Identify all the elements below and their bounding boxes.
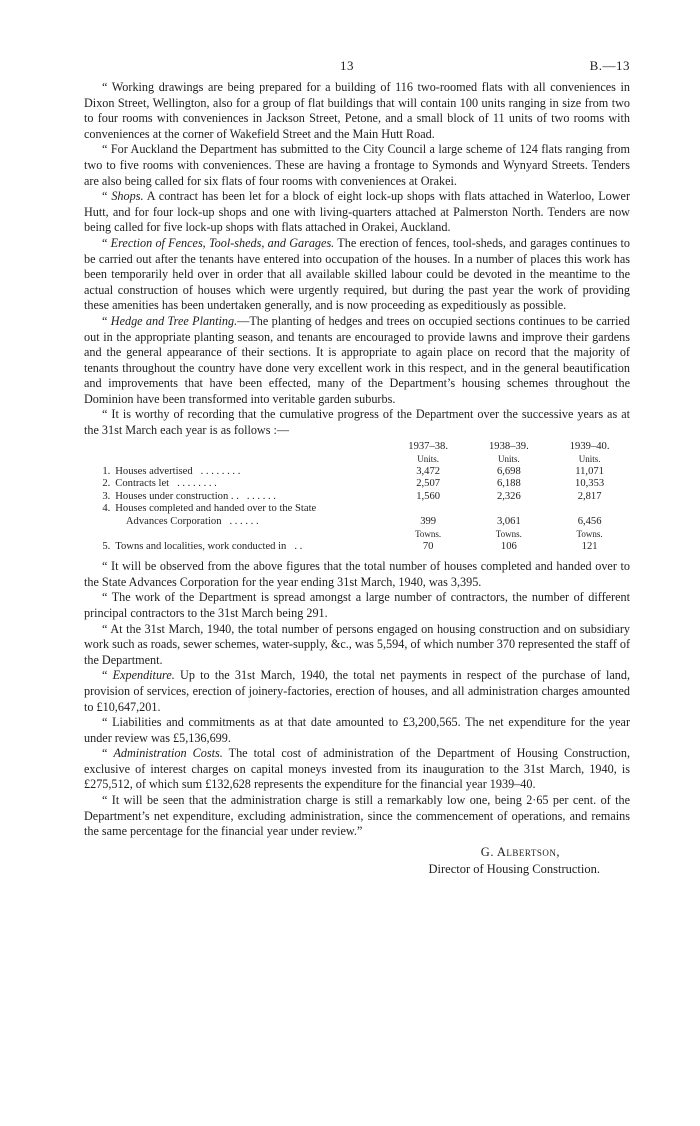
unit-header: Units. [497, 454, 520, 465]
row-label: Houses advertised . . . . . . . . [115, 465, 241, 477]
towns-header: Towns. [415, 529, 442, 540]
row-number: 3. [102, 490, 111, 502]
text-hedges: —The planting of hedges and trees on occupied sections continues to be carried out in the appropriate planting season, and tenants are encouraged to provide lawns and improve their gardens and the general appearance of their sections. It is appropriate to again place on record that the majority of tenants throughout the country have done very excellent work in this respect, and in the general beautification and improvements that have been effected, many of the Department’s housing schemes throughout the Dominion have been transformed into veritable garden suburbs. [84, 313, 630, 406]
table-row [84, 541, 630, 554]
year-header: 1938–39. [489, 440, 529, 452]
table-cell: 11,071 [575, 465, 604, 477]
row-number: 4. [102, 503, 111, 515]
progress-table [84, 441, 630, 554]
row-label: Houses under construction . . . . . . . . [115, 490, 276, 502]
towns-header: Towns. [576, 529, 603, 540]
row-label: Towns and localities, work conducted in . . [115, 540, 303, 552]
table-cell: 6,698 [496, 465, 521, 477]
table-cell: 2,817 [577, 490, 602, 502]
paragraph-cumulative-progress: “ It is worthy of recording that the cumulative progress of the Department over the successive years as at the 31st March each year is as follows :— [84, 407, 630, 438]
paragraph-administration-charge: “ It will be seen that the administration charge is still a remarkably low one, being 2·65 per cent. of the Department’s net expenditure, excluding administration, since the commencement of operations, and remains the same percentage for the financial year under review.” [84, 793, 630, 839]
row-number: 5. [102, 540, 111, 552]
table-cell: 2,326 [496, 490, 521, 502]
row-label-continued: Advances Corporation . . . . . . [125, 515, 259, 527]
table-header-years [84, 441, 630, 454]
signature-block [84, 840, 630, 880]
heading-fences: Erection of Fences, Tool-sheds, and Garages. [110, 235, 335, 250]
page-header [84, 58, 630, 80]
table-row [84, 516, 630, 529]
paragraph-auckland-flats: “ For Auckland the Department has submitted to the City Council a large scheme of 124 flats ranging from two to five rooms with conveniences. These are having a frontage to Symonds and Wynyard Streets. Tenders are also being called for six flats of four rooms with conveniences at Orakei. [84, 142, 630, 188]
row-number: 1. [102, 465, 111, 477]
text-expenditure: Up to the 31st March, 1940, the total net payments in respect of the purchase of land, provision of services, erection of joinery-factories, erection of houses, and all administration charges amounted to £10,647,201. [84, 668, 630, 714]
table-header-units [84, 453, 630, 466]
table-row [84, 503, 630, 516]
table-cell: 6,188 [496, 478, 521, 490]
table-cell: 1,560 [416, 490, 441, 502]
table-row [84, 491, 630, 504]
table-cell: 70 [422, 540, 434, 552]
table-cell: 106 [500, 540, 517, 552]
signatory-title: Director of Housing Construction. [428, 861, 600, 876]
paragraph-contractors: “ The work of the Department is spread amongst a large number of contractors, the number of different principal contractors to the 31st March being 291. [84, 590, 630, 620]
paragraph-fences: “ Erection of Fences, Tool-sheds, and Garages. The erection of fences, tool-sheds, and garages continues to be carried out after the tenants have entered into occupation of the houses. In a number of places this work has been temporarily held over in order that all available skilled labour could be devoted in the meantime to the actual construction of houses which were urgently required, but during the past year the work of providing these amenities has been undertaken generally, and is now proceeding as expeditiously as possible. [84, 235, 630, 313]
text-shops: A contract has been let for a block of eight lock-up shops with flats attached in Waterloo, Lower Hutt, and for four lock-up shops and one with living-quarters attached at Palmerston North. Tenders are now being called for five lock-up shops with flats attached in Orakei, Auckland. [84, 189, 631, 235]
document-page [84, 58, 630, 880]
heading-expenditure: Expenditure. [112, 668, 175, 683]
table-row [84, 466, 630, 479]
table-cell: 2,507 [416, 478, 441, 490]
table-row [84, 478, 630, 491]
table-header-towns [84, 528, 630, 541]
text-administration-costs: The total cost of administration of the Department of Housing Construction, exclusive of interest charges on capital moneys invested from its inauguration to the 31st March, 1940, is £275,512, of which sum £132,628 represents the expenditure for the financial year 1939–40. [84, 746, 630, 792]
paragraph-working-drawings: “ Working drawings are being prepared for a building of 116 two-roomed flats with all conveniences in Dixon Street, Wellington, also for a group of flat buildings that will contain 100 units ranging in size from two to four rooms with conveniences in Jackson Street, Petone, and a small block of 11 units of two rooms with conveniences at the corner of Wakefield Street and the Main Hutt Road. [84, 80, 630, 141]
page-number: 13 [340, 58, 354, 73]
heading-administration-costs: Administration Costs. [113, 746, 223, 761]
table-cell: 399 [420, 515, 437, 527]
year-header: 1937–38. [408, 440, 448, 452]
paragraph-administration-costs: “ Administration Costs. The total cost of administration of the Department of Housing Construction, exclusive of interest charges on capital moneys invested from its inauguration to the 31st March, 1940, is £275,512, of which sum £132,628 represents the expenditure for the financial year 1939–40. [84, 746, 630, 792]
row-number: 2. [102, 478, 111, 490]
table-cell: 121 [581, 540, 598, 552]
table-cell: 3,472 [416, 465, 441, 477]
paragraph-shops: “ Shops. A contract has been let for a block of eight lock-up shops with flats attached in Waterloo, Lower Hutt, and for four lock-up shops and one with living-quarters attached at Palmerston North. Tenders are now being called for five lock-up shops with flats attached in Orakei, Auckland. [84, 189, 631, 235]
row-label: Contracts let . . . . . . . . [115, 478, 217, 490]
table-cell: 6,456 [577, 515, 602, 527]
unit-header: Units. [417, 454, 440, 465]
heading-hedges: Hedge and Tree Planting. [110, 313, 238, 328]
heading-shops: Shops. [111, 189, 144, 204]
paragraph-hedges: “ Hedge and Tree Planting.—The planting of hedges and trees on occupied sections continues to be carried out in the appropriate planting season, and tenants are encouraged to provide lawns and improve their gardens and the general appearance of their sections. It is appropriate to again place on record that the majority of tenants throughout the country have done very excellent work in this respect, and in the general beautification and improvements that have been effected, many of the Department’s housing schemes throughout the Dominion have been transformed into veritable garden suburbs. [84, 313, 630, 406]
document-reference: B.—13 [589, 58, 630, 73]
table-cell: 3,061 [496, 515, 521, 527]
text-fences: The erection of fences, tool-sheds, and garages continues to be carried out after the tenants have entered into occupation of the houses. In a number of places this work has been temporarily held over in order that all available skilled labour could be devoted in the meantime to the actual construction of houses which were urgently required, but during the past year the work of providing these amenities has been undertaken generally, and is now proceeding as expeditiously as possible. [84, 235, 630, 313]
paragraph-houses-completed: “ It will be observed from the above figures that the total number of houses completed and handed over to the State Advances Corporation for the year ending 31st March, 1940, was 3,395. [84, 559, 630, 589]
year-header: 1939–40. [569, 440, 610, 452]
table-cell: 10,353 [575, 478, 605, 490]
paragraph-liabilities: “ Liabilities and commitments as at that date amounted to £3,200,565. The net expenditure for the year under review was £5,136,699. [84, 715, 630, 745]
unit-header: Units. [578, 454, 601, 465]
paragraph-persons-engaged: “ At the 31st March, 1940, the total number of persons engaged on housing construction and on subsidiary work such as roads, sewer schemes, water-supply, &c., was 5,594, of which number 370 represented the staff of the Department. [84, 621, 630, 667]
row-label: Houses completed and handed over to the State [115, 503, 317, 515]
signatory-name: G. Albertson, [480, 844, 560, 859]
towns-header: Towns. [495, 529, 522, 540]
paragraph-expenditure: “ Expenditure. Up to the 31st March, 1940, the total net payments in respect of the purchase of land, provision of services, erection of joinery-factories, erection of houses, and all administration charges amounted to £10,647,201. [84, 668, 630, 714]
